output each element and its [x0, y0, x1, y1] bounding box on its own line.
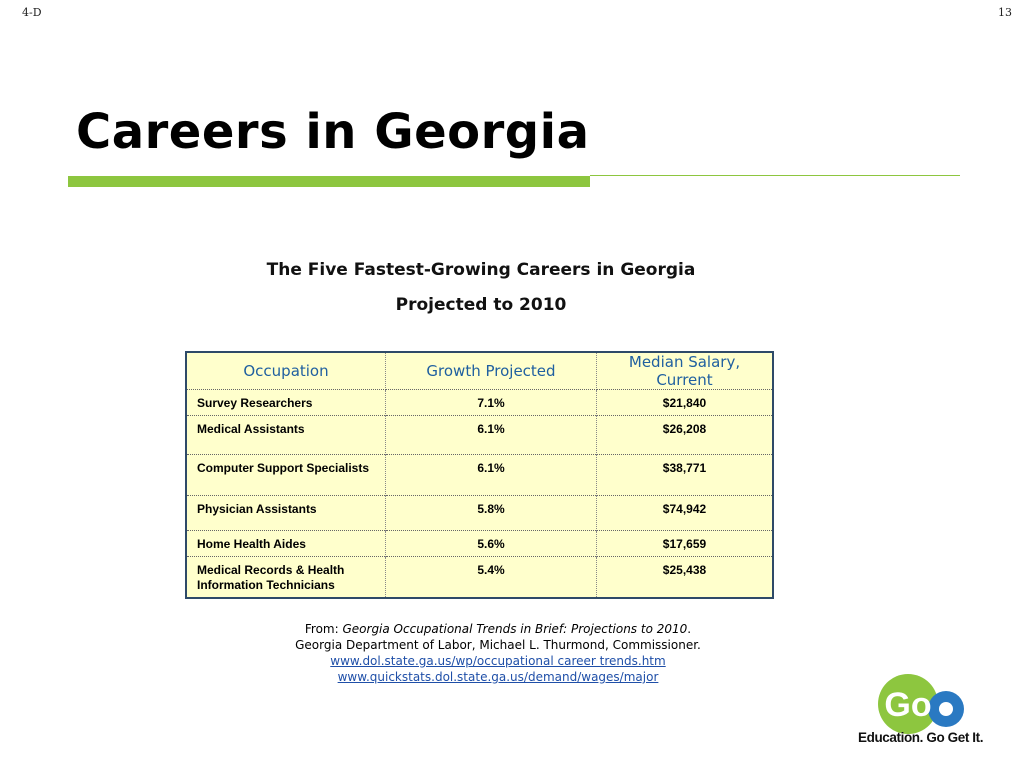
occupation-cell: Survey Researchers — [186, 390, 386, 416]
table-subtitle: Projected to 2010 — [395, 295, 567, 315]
salary-cell: $25,438 — [597, 557, 774, 599]
table-row — [186, 455, 773, 496]
citation-line-2: Georgia Department of Labor, Michael L. Thurmond, Commissioner. — [295, 638, 701, 652]
growth-cell: 5.4% — [386, 557, 597, 599]
go-logo-o-hole — [939, 702, 953, 716]
table-row — [186, 496, 773, 531]
citation-line-1 — [0, 621, 996, 637]
table-row — [186, 557, 773, 599]
occupation-cell: Physician Assistants — [186, 496, 386, 531]
salary-cell: $38,771 — [597, 455, 774, 496]
header-salary: Median Salary, Current — [597, 352, 774, 390]
citation-source-title: Georgia Occupational Trends in Brief: Projections to 2010 — [342, 622, 688, 636]
citation-suffix: . — [687, 622, 692, 636]
table-row — [186, 416, 773, 455]
table-header-row — [186, 352, 773, 390]
growth-cell: 5.6% — [386, 531, 597, 557]
header-growth: Growth Projected — [386, 352, 597, 390]
salary-cell: $21,840 — [597, 390, 774, 416]
title-rule-thin — [590, 175, 960, 176]
section-code: 4-D — [22, 6, 42, 19]
link-dol-career-trends[interactable]: www.dol.state.ga.us/wp/occupational career trends.htm — [330, 654, 666, 668]
table-row — [186, 390, 773, 416]
header-occupation: Occupation — [186, 352, 386, 390]
occupation-cell: Medical Assistants — [186, 416, 386, 455]
growth-cell: 6.1% — [386, 455, 597, 496]
salary-cell: $26,208 — [597, 416, 774, 455]
title-rule-thick — [68, 176, 590, 187]
slide-title: Careers in Georgia — [76, 104, 590, 160]
growth-cell: 6.1% — [386, 416, 597, 455]
growth-cell: 7.1% — [386, 390, 597, 416]
careers-table — [185, 351, 774, 599]
salary-cell: $17,659 — [597, 531, 774, 557]
table-title: The Five Fastest-Growing Careers in Georgia — [266, 260, 696, 280]
occupation-cell: Medical Records & Health Information Technicians — [186, 557, 386, 599]
source-citation — [0, 621, 996, 685]
citation-prefix: From: — [304, 622, 343, 636]
growth-cell: 5.8% — [386, 496, 597, 531]
page-number: 13 — [998, 6, 1012, 19]
occupation-cell: Home Health Aides — [186, 531, 386, 557]
salary-cell: $74,942 — [597, 496, 774, 531]
occupation-cell: Computer Support Specialists — [186, 455, 386, 496]
logo-tagline: Education. Go Get It. — [858, 730, 984, 745]
table-row — [186, 531, 773, 557]
go-logo-mark: Go — [884, 686, 932, 724]
link-quickstats-wages[interactable]: www.quickstats.dol.state.ga.us/demand/wages/major — [337, 670, 659, 684]
